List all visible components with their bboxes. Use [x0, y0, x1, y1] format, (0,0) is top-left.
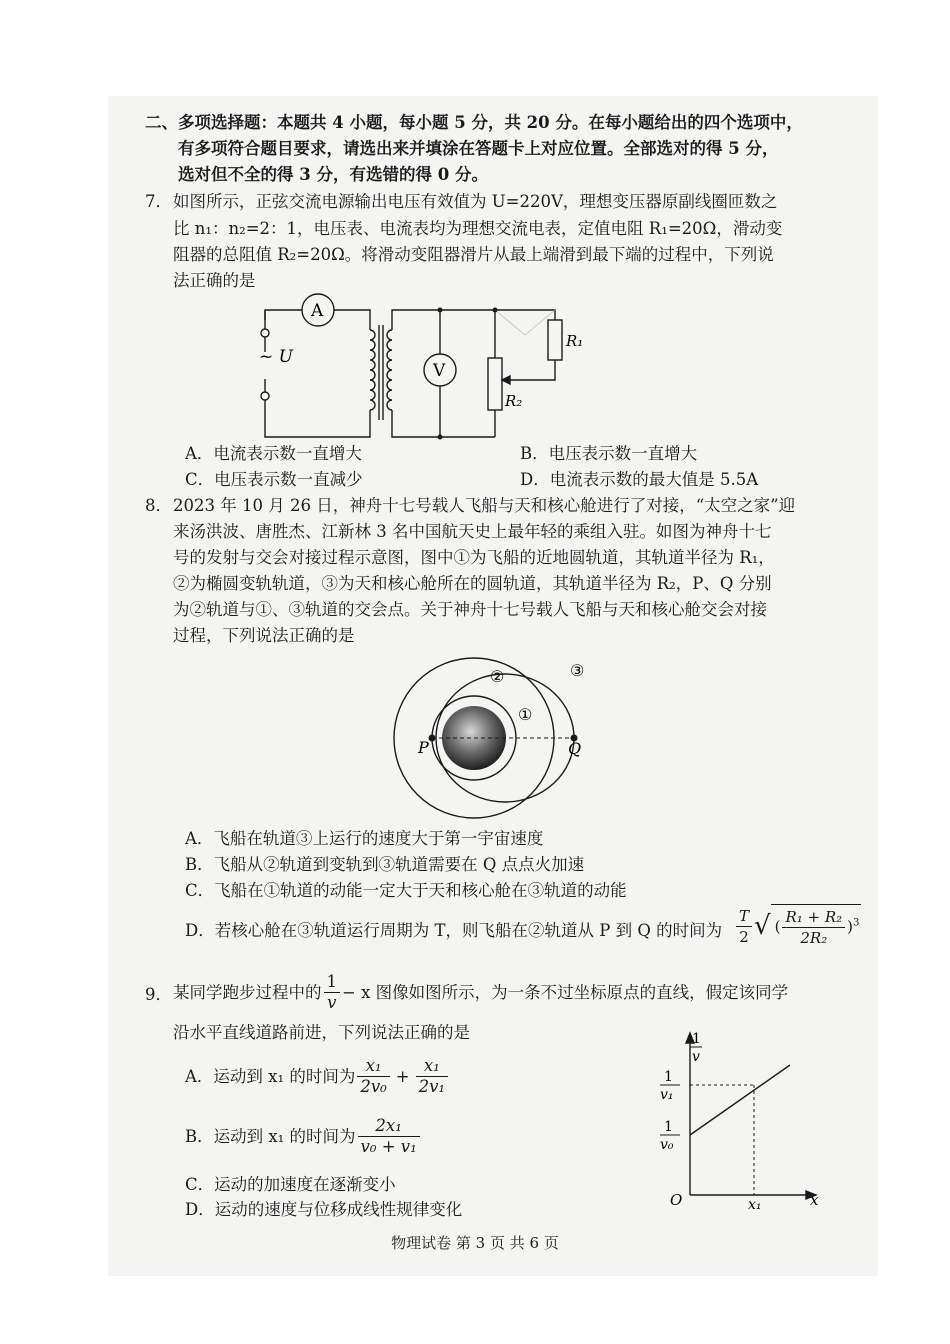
- ratio-numerator: R₁ + R₂: [782, 907, 845, 928]
- orbit-1-label: ①: [518, 705, 533, 724]
- graph-line: [690, 1065, 790, 1135]
- q9-a-f2-num: x₁: [416, 1056, 448, 1077]
- point-p-label: P: [418, 738, 429, 757]
- q8-line1: 2023 年 10 月 26 日，神舟十七号载人飞船与天和核心舱进行了对接，“太空之家”迎: [173, 496, 796, 515]
- q8-option-a: A．飞船在轨道③上运行的速度大于第一宇宙速度: [185, 829, 544, 848]
- x1-label: x₁: [748, 1197, 762, 1213]
- q8-line6: 过程，下列说法正确的是: [173, 626, 355, 645]
- exponent: 3: [853, 917, 860, 929]
- q7-option-a: A．电流表示数一直增大: [185, 444, 362, 463]
- q7-number: 7．: [145, 192, 172, 211]
- q9-a-f1-num: x₁: [357, 1056, 389, 1077]
- radius-ratio: [782, 907, 845, 948]
- r2-label: R₂: [505, 392, 523, 410]
- q8-line4: ②为椭圆变轨轨道，③为天和核心舱所在的圆轨道，其轨道半径为 R₂，P、Q 分别: [173, 574, 772, 593]
- section-heading-line2: 有多项符合题目要求，请选出来并填涂在答题卡上对应位置。全部选对的得 5 分，: [178, 139, 779, 158]
- section-heading-line3: 选对但不全的得 3 分，有选错的得 0 分。: [178, 165, 488, 184]
- q9-b-num: 2x₁: [358, 1116, 420, 1137]
- q9-a-frac1: [357, 1056, 389, 1097]
- q9-option-c: C．运动的加速度在逐渐变小: [185, 1175, 396, 1194]
- sqrt-sign: √: [754, 911, 771, 941]
- orbit-3-label: ③: [570, 661, 585, 680]
- q9-b-den: v₀ + v₁: [360, 1137, 417, 1156]
- q7-circuit-diagram: [250, 290, 590, 445]
- q9-frac-den: v: [327, 993, 337, 1012]
- q9-inverse-v: [324, 972, 341, 1013]
- q9-line1-pre: 某同学跑步过程中的: [173, 982, 322, 1002]
- q9-a-plus: +: [395, 1066, 410, 1086]
- section-heading-line1: 二、多项选择题：本题共 4 小题，每小题 5 分，共 20 分。在每小题给出的四个选项中，: [145, 113, 803, 132]
- q7-option-b: B．电压表示数一直增大: [520, 444, 698, 463]
- q8-line2: 来汤洪波、唐胜杰、江新林 3 名中国航天史上最年轻的乘组入驻。如图为神舟十七: [173, 522, 772, 541]
- q7-line2: 比 n₁：n₂=2：1，电压表、电流表均为理想交流电表，定值电阻 R₁=20Ω，滑动变: [173, 219, 783, 238]
- y-axis-num: 1: [692, 1031, 701, 1047]
- orbit-2-label: ②: [490, 667, 505, 686]
- source-label: ~ U: [259, 347, 293, 367]
- q9-option-d: D．运动的速度与位移成线性规律变化: [185, 1200, 463, 1219]
- point-p-marker: [429, 735, 436, 742]
- q9-option-a-text: A．运动到 x₁ 的时间为: [185, 1066, 356, 1086]
- ratio-denominator: 2R₂: [800, 929, 828, 947]
- y1-num: 1: [664, 1069, 673, 1085]
- t-numerator: T: [736, 906, 752, 927]
- q9-b-frac: [358, 1116, 420, 1157]
- q9-line2: 沿水平直线道路前进，下列说法正确的是: [173, 1023, 470, 1042]
- point-q-label: Q: [568, 739, 582, 758]
- q9-graph: [650, 1025, 830, 1215]
- y0-num: 1: [664, 1119, 673, 1135]
- origin-label: O: [670, 1191, 683, 1209]
- q7-option-c: C．电压表示数一直减少: [185, 470, 363, 489]
- sqrt-body: ( $\frac{\text{R₁ + R₂}}{\text{2R₂}}$ )$^3$: [771, 904, 862, 948]
- r1-label: R₁: [566, 332, 584, 350]
- q8-option-d-formula: [734, 904, 861, 948]
- q7-line3: 阻器的总阻值 R₂=20Ω。将滑动变阻器滑片从最上端滑到最下端的过程中，下列说: [173, 245, 774, 264]
- voltmeter-label: V: [433, 361, 446, 381]
- q8-line5: 为②轨道与①、③轨道的交会点。关于神舟十七号载人飞船与天和核心舱交会对接: [173, 600, 767, 619]
- q9-line1: [173, 972, 788, 1013]
- q9-option-b-text: B．运动到 x₁ 的时间为: [185, 1126, 356, 1146]
- q8-option-c: C．飞船在①轨道的动能一定大于天和核心舱在③轨道的动能: [185, 881, 627, 900]
- y0-den: v₀: [660, 1137, 674, 1153]
- q7-line1: 如图所示，正弦交流电源输出电压有效值为 U=220V，理想变压器原副线圈匝数之: [173, 192, 778, 211]
- q8-number: 8．: [145, 496, 172, 515]
- q9-line1-post: − x 图像如图所示，为一条不过坐标原点的直线，假定该同学: [342, 982, 789, 1002]
- t-denominator: 2: [739, 927, 749, 946]
- q8-orbit-diagram: [380, 648, 600, 828]
- q9-a-frac2: [416, 1056, 448, 1097]
- q8-option-d: D．若核心舱在③轨道运行周期为 T，则飞船在②轨道从 P 到 Q 的时间为: [185, 921, 723, 940]
- q7-option-d: D．电流表示数的最大值是 5.5A: [520, 470, 759, 489]
- q9-a-f2-den: 2v₁: [418, 1077, 446, 1096]
- ammeter-label: A: [311, 301, 324, 321]
- q9-frac-num: 1: [324, 972, 341, 993]
- q9-option-b: [185, 1116, 422, 1157]
- q9-number: 9．: [145, 985, 172, 1004]
- x-axis-label: x: [810, 1191, 819, 1209]
- t-over-2: [736, 906, 752, 947]
- y-axis-den: v: [692, 1049, 700, 1065]
- q8-line3: 号的发射与交会对接过程示意图，图中①为飞船的近地圆轨道，其轨道半径为 R₁，: [173, 548, 775, 567]
- q9-a-f1-den: 2v₀: [360, 1077, 387, 1096]
- q7-line4: 法正确的是: [173, 271, 256, 290]
- page-footer: 物理试卷 第 3 页 共 6 页: [391, 1234, 559, 1252]
- q9-option-a: [185, 1056, 450, 1097]
- q8-option-b: B．飞船从②轨道到变轨到③轨道需要在 Q 点点火加速: [185, 855, 585, 874]
- y1-den: v₁: [660, 1087, 674, 1103]
